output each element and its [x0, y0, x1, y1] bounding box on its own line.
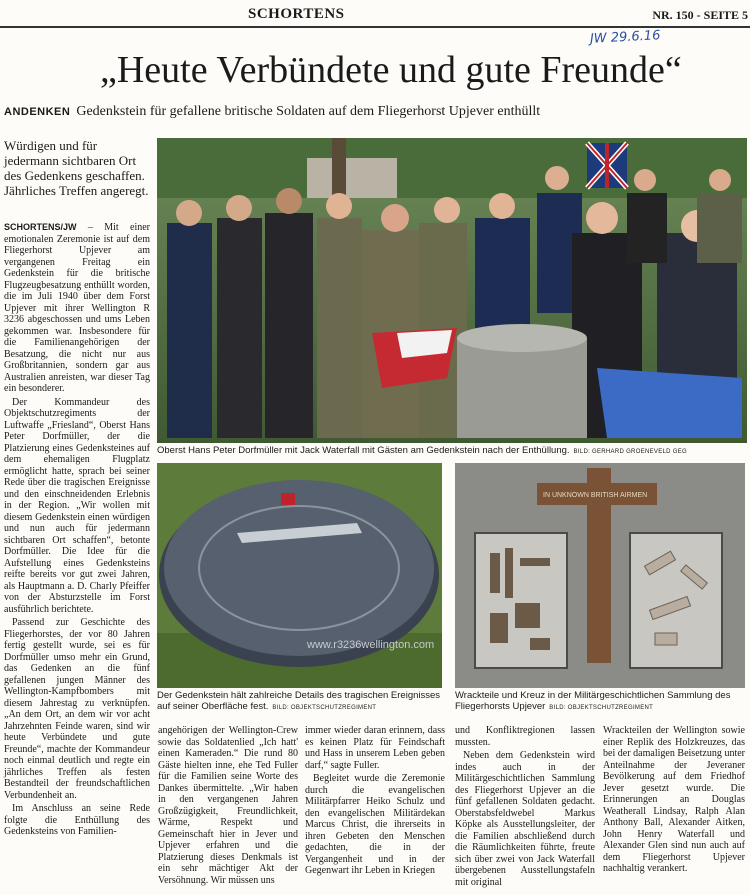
- kicker-label: ANDENKEN: [4, 106, 71, 118]
- stone-photo-caption: [157, 690, 442, 714]
- photo-credit: BILD: OBJEKTSCHUTZREGIMENT: [549, 705, 654, 711]
- paragraph: Im Anschluss an seine Rede folgte die Enthüllung des Gedenksteins von Familien-: [4, 803, 150, 837]
- paragraph: immer wieder daran erinnern, dass es keinen Platz für Feindschaft und Hass in unserem Leben geben darf,“ sagte Fuller.: [305, 725, 445, 771]
- article-column-1: [4, 222, 150, 892]
- museum-display-illustration: [455, 463, 745, 688]
- ceremony-photo-illustration: [157, 138, 747, 443]
- main-photo: [157, 138, 747, 443]
- stone-engraving: www.r3236wellington.com: [307, 639, 435, 651]
- dateline: SCHORTENS/JW: [4, 222, 77, 232]
- kicker-text: Gedenkstein für gefallene britische Soldaten auf dem Fliegerhorst Upjever enthüllt: [76, 104, 541, 119]
- article-column-3: [305, 725, 445, 893]
- teaser: Würdigen und für jedermann sichtbaren Ort des Gedenkens geschaffen. Jährliches Treffen angeregt.: [4, 138, 149, 198]
- paragraph: Passend zur Geschichte des Fliegerhorstes, der vor 80 Jahren fertig gestellt wurde, sei es für Dorfmüller umso mehr ein Grund, das Gedenken an die fünf gefallenen jungen Männer des Wellington-Kampfbombers mit diesem Jahrestag zu verknüpfen. „An dem Ort, an dem wir vor acht Jahrzehnten Feinde waren, sind wir heute Verbündete und gute Freunde“, machte der Kommandeur noch einmal deutlich und regte ein jährliches Treffen als festen Bestandteil der freundschaftlichen Verbundenheit an.: [4, 617, 150, 801]
- kicker: [4, 104, 744, 120]
- paragraph: Wrackteilen der Wellington sowie einer Replik des Holzkreuzes, das bei der damaligen Beisetzung unter Anteilnahme der Jeveraner Bevölkerung auf dem Friedhof Jever gesetzt wurde. Die Erinnerungen an Douglas Weatherall Lindsay, Ralph Alan Anthony Ball, Alexander Aitken, John Henry Waterfall und Alexander Glen sind nun auch auf dem Fliegerhorst Upjever nachhaltig verankert.: [603, 725, 745, 874]
- paragraph: Neben dem Gedenkstein wird indes auch in der Militärgeschichtlichen Sammlung des Fliegerhorst Upjever an die fünf gefallenen Soldaten gedacht. Oberstabsfeldwebel Markus Köpke als Ausstellungsleiter, der die Familien abschließend durch die Räumlichkeiten führte, freute sich über zwei von Jack Waterfall übergebenen Ausstellungstafeln mit original: [455, 750, 595, 888]
- article-column-4: [455, 725, 595, 893]
- page-header: [0, 0, 750, 28]
- paragraph: Begleitet wurde die Zeremonie durch die evangelischen Militärpfarrer Heiko Schulz und den evangelischen Militärdekan Marcus Christ, die ihrerseits in ihren Gebeten den Menschen gedachten, die in der Vergangenheit und in der Gegenwart ihr Leben in Kriegen: [305, 773, 445, 876]
- page-number: NR. 150 - SEITE 5: [652, 8, 748, 22]
- handwritten-note: JW 29.6.16: [589, 28, 661, 47]
- photo-credit: BILD: OBJEKTSCHUTZREGIMENT: [272, 705, 377, 711]
- paragraph: Der Kommandeur des Objektschutzregiments der Luftwaffe „Friesland“, Oberst Hans Peter Dorfmüller, der die Platzierung eines Gedenksteines auf dem ehemaligen Flugplatz ermöglicht hatte, sprach bei seiner Rede über die tragischen Ereignisse und den einschneidenden Erlebnis in der Region. „Wir wollen mit diesem Gedenkstein einen würdigen und nun auch für jedermann sichtbaren Ort schaffen“, betonte Dorfmüller. Die Idee für die Aufstellung eines Gedenksteins reifte bereits vor gut zwei Jahren, als Hauptmann a. D. Charly Pfeiffer von der Absturzstelle im Forst ausführlich berichtete.: [4, 396, 150, 615]
- article-column-5: [603, 725, 745, 893]
- headline: „Heute Verbündete und gute Freunde“: [100, 49, 682, 91]
- museum-photo-caption: [455, 690, 745, 714]
- memorial-stone-illustration: [157, 463, 442, 688]
- paragraph: und Konfliktregionen lassen mussten.: [455, 725, 595, 748]
- article-column-2: [158, 725, 298, 893]
- cross-inscription: IN UNKNOWN BRITISH AIRMEN: [543, 492, 648, 499]
- caption-text: Wrackteile und Kreuz in der Militärgeschichtlichen Sammlung des Fliegerhorsts Upjever: [455, 690, 731, 712]
- section-name: SCHORTENS: [248, 6, 345, 22]
- paragraph: – Mit einer emotionalen Zeremonie ist auf dem Fliegerhorst Upjever am vergangenen Freitag ein Gedenkstein für die britische Flugzeugbesatzung enthüllt worden, die im Juli 1940 über dem Forst Upjever mit ihrer Wellington R 3236 abgeschossen und ums Leben gekommen war. Insbesondere für die Familienangehörigen der Besatzung, die nicht nur aus Großbritannien, sondern gar aus Australien anreisten, war dieser Tag ein besonderer.: [4, 222, 151, 394]
- paragraph: angehörigen der Wellington-Crew sowie das Soldatenlied „Ich hatt' einen Kameraden.“ Die rund 80 Gäste hielten inne, ehe Ted Fuller für die Familien seine Worte des Dankes übermittelte. „Wir haben in den vergangenen Jahren Großzügigkeit, Freundlichkeit, Wärme, Respekt und Gemeinschaft hier in Jever und Upjever erfahren und die Platzierung dieses Denkmals ist ein sehr mächtiger Akt der Versöhnung. Wir müssen uns: [158, 725, 298, 886]
- photo-credit: BILD: GERHARD GROENEVELD GEG: [573, 449, 687, 455]
- caption-text: Oberst Hans Peter Dorfmüller mit Jack Waterfall mit Gästen am Gedenkstein nach der Enthüllung.: [157, 445, 570, 456]
- caption-text: Der Gedenkstein hält zahlreiche Details des tragischen Ereignisses auf seiner Oberfläche fest.: [157, 690, 441, 712]
- stone-photo: [157, 463, 442, 688]
- museum-photo: [455, 463, 745, 688]
- main-photo-caption: [157, 445, 747, 458]
